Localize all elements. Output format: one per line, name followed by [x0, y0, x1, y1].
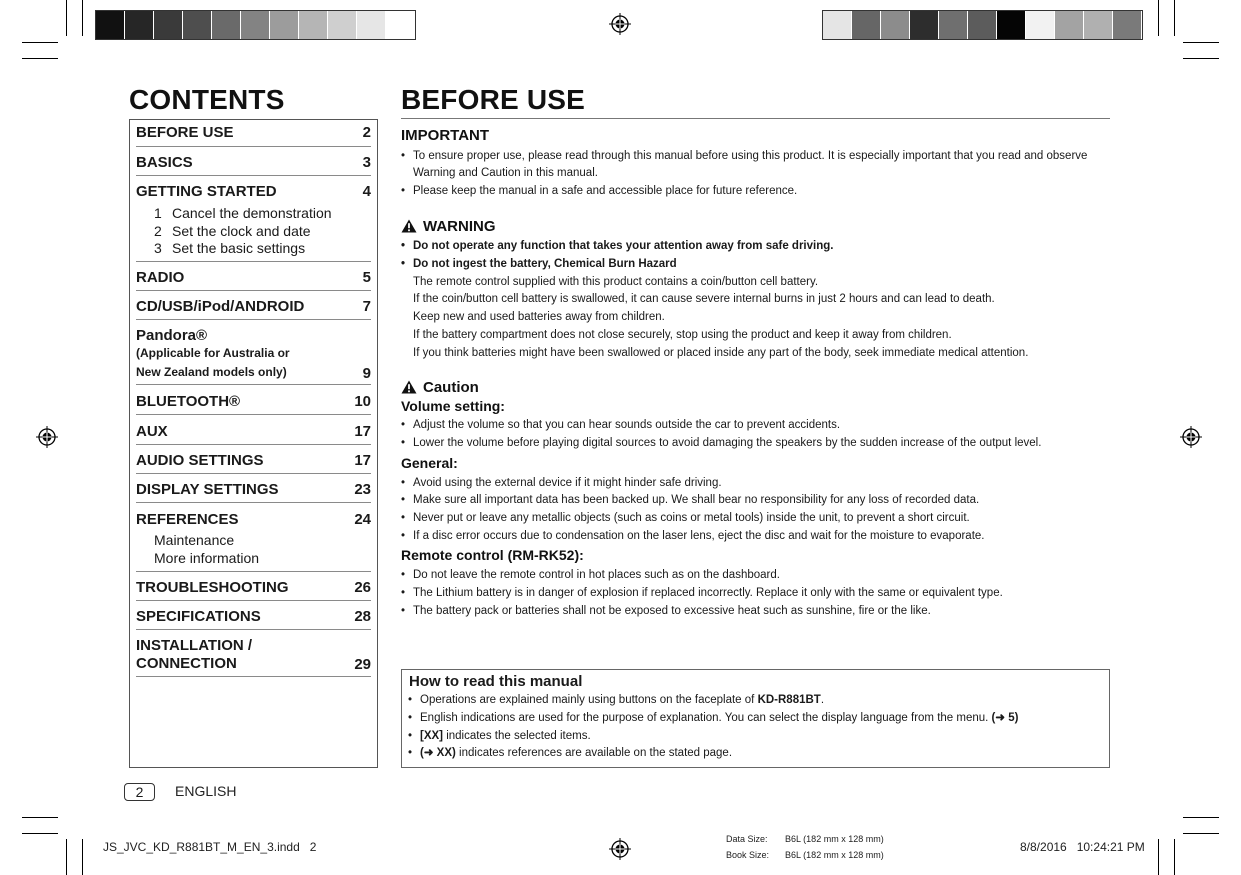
crop-mark — [1183, 833, 1219, 834]
color-swatch — [212, 11, 241, 39]
color-swatch — [1084, 11, 1113, 39]
toc-sub-label: Set the clock and date — [172, 223, 311, 239]
toc-page: 23 — [354, 481, 371, 498]
page-reference[interactable]: (➜ 5) — [991, 712, 1019, 724]
toc-divider — [136, 473, 371, 474]
important-heading: IMPORTANT — [401, 127, 490, 144]
toc-divider — [136, 319, 371, 320]
toc-entry-basics[interactable] — [136, 154, 371, 171]
color-swatch — [939, 11, 968, 39]
color-swatch — [997, 11, 1026, 39]
contents-title: CONTENTS — [129, 84, 285, 115]
toc-note: (Applicable for Australia or — [136, 346, 290, 360]
crop-mark — [1158, 0, 1159, 36]
toc-divider — [136, 290, 371, 291]
key-notation: [XX] — [420, 730, 443, 742]
data-size-value: B6L (182 mm x 128 mm) — [785, 834, 884, 844]
toc-entry-cd-usb[interactable] — [136, 298, 371, 315]
toc-divider — [136, 571, 371, 572]
toc-divider — [136, 175, 371, 176]
bullet-text: Warning and Caution in this manual. — [413, 167, 598, 179]
color-bar-right — [822, 10, 1143, 40]
toc-entry-getting-started[interactable] — [136, 183, 371, 200]
toc-entry-before-use[interactable] — [136, 124, 371, 141]
toc-sub-label: Set the basic settings — [172, 240, 306, 256]
toc-label: DISPLAY SETTINGS — [136, 481, 279, 498]
color-swatch — [299, 11, 328, 39]
bullet-text: Adjust the volume so that you can hear sounds outside the car to prevent accidents. — [413, 419, 841, 431]
color-swatch — [357, 11, 386, 39]
toc-label: Pandora® — [136, 327, 208, 344]
toc-subentry[interactable] — [154, 240, 305, 256]
model-name: KD-R881BT — [757, 694, 821, 706]
toc-subentry[interactable] — [154, 205, 332, 221]
crop-mark — [1174, 839, 1175, 875]
general-heading: General: — [401, 455, 458, 471]
crop-mark — [66, 839, 67, 875]
crop-mark — [82, 839, 83, 875]
toc-page: 24 — [354, 511, 371, 528]
bullet-text: English indications are used for the purpose of explanation. You can select the display language from the menu. — [420, 712, 992, 724]
toc-divider — [136, 629, 371, 630]
toc-sub-label: Cancel the demonstration — [172, 205, 332, 221]
toc-page: 29 — [354, 656, 371, 673]
page-reference: (➜ XX) — [420, 747, 456, 759]
toc-page: 26 — [354, 579, 371, 596]
toc-page: 7 — [362, 298, 371, 315]
toc-page: 5 — [362, 269, 371, 286]
toc-label-line2: CONNECTION — [136, 655, 237, 672]
crop-mark — [82, 0, 83, 36]
bullet-text: Do not ingest the battery, Chemical Burn Hazard — [413, 258, 677, 270]
toc-label: SPECIFICATIONS — [136, 608, 261, 625]
bullet-text: indicates the selected items. — [443, 730, 591, 742]
toc-page: 17 — [354, 423, 371, 440]
how-to-read-box: How to read this manual • Operations are explained mainly using buttons on the faceplate of KD-R881BT. • English indications are used for the purpose of explanation. You can select the display language from the menu. (➜ 5) • [XX] indicates the selected items. • (➜ XX) indicates references are available on the stated page. — [401, 669, 1110, 768]
bullet-text: indicates references are available on the stated page. — [455, 747, 733, 759]
bullet-text: Lower the volume before playing digital sources to avoid damaging the speakers by the sudden increase of the output level. — [413, 437, 1042, 449]
toc-subentry[interactable] — [154, 550, 259, 566]
color-swatch — [968, 11, 997, 39]
bullet-text: Avoid using the external device if it might hinder safe driving. — [413, 477, 722, 489]
file-name: JS_JVC_KD_R881BT_M_EN_3.indd 2 — [103, 840, 317, 854]
book-size-value: B6L (182 mm x 128 mm) — [785, 850, 884, 860]
toc-label: BASICS — [136, 154, 193, 171]
timestamp: 8/8/2016 10:24:21 PM — [1020, 840, 1145, 854]
toc-label: BLUETOOTH® — [136, 393, 241, 410]
crop-mark — [22, 817, 58, 818]
color-swatch — [154, 11, 183, 39]
language-label: ENGLISH — [175, 783, 237, 799]
bullet-text: If the coin/button cell battery is swallowed, it can cause severe internal burns in just 2 hours and can lead to death. — [413, 293, 995, 305]
toc-label: BEFORE USE — [136, 124, 234, 141]
crop-mark — [1158, 839, 1159, 875]
bullet-text: Make sure all important data has been backed up. We shall bear no responsibility for any loss of recorded data. — [413, 494, 980, 506]
crop-mark — [22, 42, 58, 43]
toc-subentry[interactable] — [154, 223, 311, 239]
toc-divider — [136, 146, 371, 147]
toc-page: 17 — [354, 452, 371, 469]
toc-page: 9 — [362, 365, 371, 382]
bullet-text: Do not leave the remote control in hot places such as on the dashboard. — [413, 569, 780, 581]
registration-target-icon — [609, 13, 631, 35]
toc-divider — [136, 261, 371, 262]
registration-target-icon — [609, 838, 631, 860]
caution-heading-text: Caution — [423, 379, 479, 396]
bullet-text: If you think batteries might have been swallowed or placed inside any part of the body, seek immediate medical attention. — [413, 347, 1029, 359]
color-swatch — [270, 11, 299, 39]
toc-sub-label: More information — [154, 550, 260, 566]
contents-box — [129, 119, 378, 768]
crop-mark — [1183, 58, 1219, 59]
color-bar-left — [95, 10, 416, 40]
toc-label: AUDIO SETTINGS — [136, 452, 264, 469]
toc-entry-audio-settings[interactable] — [136, 452, 371, 469]
bullet-text: . — [820, 694, 825, 706]
bullet-text: The Lithium battery is in danger of explosion if replaced incorrectly. Replace it only with the same or equivalent type. — [413, 587, 1003, 599]
toc-page: 4 — [362, 183, 371, 200]
toc-page: 3 — [362, 154, 371, 171]
color-swatch — [386, 11, 415, 39]
volume-heading: Volume setting: — [401, 398, 505, 414]
bullet-text: Never put or leave any metallic objects (such as coins or metal tools) inside the unit, to prevent a short circuit. — [413, 512, 970, 524]
toc-sub-number: 2 — [154, 223, 162, 239]
bullet-text: Operations are explained mainly using buttons on the faceplate of — [420, 694, 758, 706]
toc-divider — [136, 676, 371, 677]
crop-mark — [1183, 817, 1219, 818]
toc-label: REFERENCES — [136, 511, 239, 528]
toc-divider — [136, 414, 371, 415]
toc-divider — [136, 444, 371, 445]
color-swatch — [328, 11, 357, 39]
toc-entry-aux[interactable] — [136, 423, 371, 440]
toc-label: GETTING STARTED — [136, 183, 277, 200]
color-swatch — [1026, 11, 1055, 39]
toc-entry-troubleshooting[interactable] — [136, 579, 371, 596]
toc-page: 10 — [354, 393, 371, 410]
color-swatch — [96, 11, 125, 39]
crop-mark — [1183, 42, 1219, 43]
title-rule — [401, 118, 1110, 119]
toc-page: 28 — [354, 608, 371, 625]
data-size-label: Data Size: — [726, 834, 768, 844]
toc-entry-references[interactable] — [136, 511, 371, 528]
bullet-text: If the battery compartment does not close securely, stop using the product and keep it away from children. — [413, 329, 952, 341]
page-title: BEFORE USE — [401, 84, 586, 115]
color-swatch — [183, 11, 212, 39]
color-swatch — [1055, 11, 1084, 39]
caution-heading — [401, 379, 479, 396]
warning-heading-text: WARNING — [423, 218, 496, 235]
color-swatch — [852, 11, 881, 39]
bullet-text: The battery pack or batteries shall not be exposed to excessive heat such as sunshine, fire or the like. — [413, 605, 931, 617]
bullet-text: The remote control supplied with this product contains a coin/button cell battery. — [413, 276, 819, 288]
bullet-text: Do not operate any function that takes your attention away from safe driving. — [413, 240, 834, 252]
remote-heading: Remote control (RM-RK52): — [401, 547, 584, 563]
toc-label: AUX — [136, 423, 168, 440]
caution-triangle-icon — [401, 380, 417, 394]
toc-sub-number: 3 — [154, 240, 162, 256]
toc-entry-display-settings[interactable] — [136, 481, 371, 498]
toc-label: TROUBLESHOOTING — [136, 579, 289, 596]
color-swatch — [823, 11, 852, 39]
color-swatch — [125, 11, 154, 39]
color-swatch — [1113, 11, 1142, 39]
crop-mark — [22, 58, 58, 59]
toc-note: New Zealand models only) — [136, 365, 287, 379]
toc-label: INSTALLATION / — [136, 637, 253, 654]
toc-subentry[interactable] — [154, 532, 234, 548]
toc-sub-label: Maintenance — [154, 532, 235, 548]
toc-entry-installation[interactable] — [136, 637, 371, 672]
toc-label: CD/USB/iPod/ANDROID — [136, 298, 305, 315]
bullet-text: Please keep the manual in a safe and accessible place for future reference. — [413, 185, 798, 197]
bullet-text: If a disc error occurs due to condensation on the laser lens, eject the disc and wait for the moisture to evaporate. — [413, 530, 985, 542]
color-swatch — [241, 11, 270, 39]
toc-entry-radio[interactable] — [136, 269, 371, 286]
warning-heading — [401, 218, 496, 235]
book-size-label: Book Size: — [726, 850, 770, 860]
toc-page: 2 — [362, 124, 371, 141]
bullet-text: Keep new and used batteries away from children. — [413, 311, 665, 323]
crop-mark — [22, 833, 58, 834]
crop-mark — [1174, 0, 1175, 36]
color-swatch — [910, 11, 939, 39]
registration-target-icon — [36, 426, 58, 448]
toc-divider — [136, 384, 371, 385]
toc-entry-pandora[interactable] — [136, 327, 371, 382]
color-swatch — [881, 11, 910, 39]
how-to-read-heading: How to read this manual — [409, 673, 583, 690]
toc-divider — [136, 600, 371, 601]
crop-mark — [66, 0, 67, 36]
toc-divider — [136, 502, 371, 503]
bullet-text: To ensure proper use, please read through this manual before using this product. It is especially important that you read and observe — [413, 150, 1088, 162]
toc-sub-number: 1 — [154, 205, 162, 221]
toc-entry-specifications[interactable] — [136, 608, 371, 625]
toc-label: RADIO — [136, 269, 185, 286]
toc-entry-bluetooth[interactable] — [136, 393, 371, 410]
page-number-badge: 2 — [124, 783, 155, 801]
warning-triangle-icon — [401, 219, 417, 233]
registration-target-icon — [1180, 426, 1202, 448]
